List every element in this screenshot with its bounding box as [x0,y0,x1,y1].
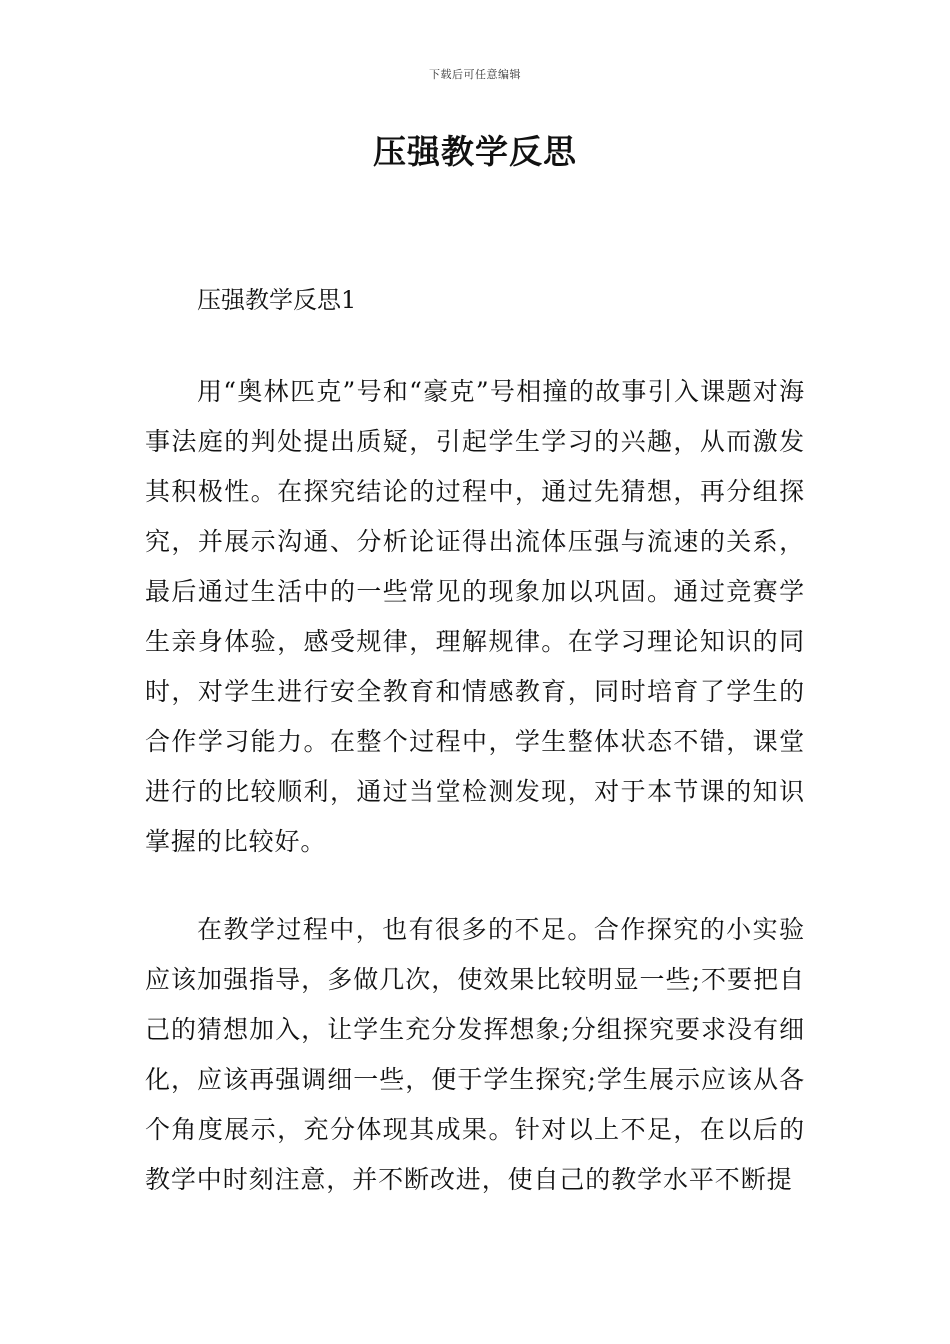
document-title: 压强教学反思 [373,132,577,171]
header-note: 下载后可任意编辑 [429,68,521,81]
paragraph-2: 在教学过程中，也有很多的不足。合作探究的小实验应该加强指导，多做几次，使效果比较明显一些;不要把自己的猜想加入，让学生充分发挥想象;分组探究要求没有细化，应该再强调细一些，便于学生探究;学生展示应该从各个角度展示，充分体现其成果。针对以上不足，在以后的教学中时刻注意，并不断改进，使自己的教学水平不断提 [145,915,805,1194]
document-body [145,281,805,1243]
section-heading: 压强教学反思1 [197,286,357,314]
paragraph-1: 用“奥林匹克”号和“豪克”号相撞的故事引入课题对海事法庭的判处提出质疑，引起学生学习的兴趣，从而激发其积极性。在探究结论的过程中，通过先猜想，再分组探究，并展示沟通、分析论证得出流体压强与流速的关系，最后通过生活中的一些常见的现象加以巩固。通过竞赛学生亲身体验，感受规律，理解规律。在学习理论知识的同时，对学生进行安全教育和情感教育，同时培育了学生的合作学习能力。在整个过程中，学生整体状态不错，课堂进行的比较顺利，通过当堂检测发现，对于本节课的知识掌握的比较好。 [145,377,805,856]
